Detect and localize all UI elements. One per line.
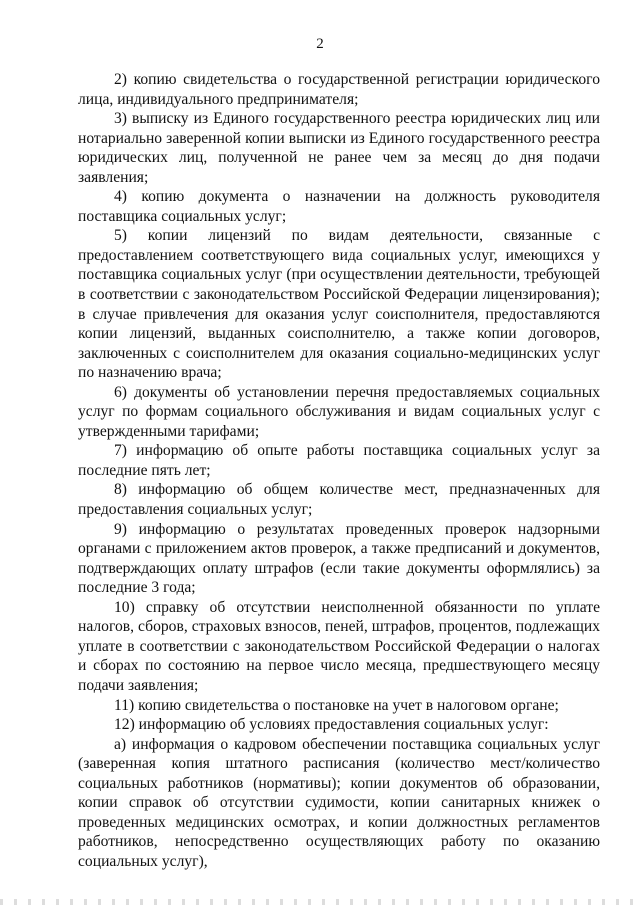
list-item: 2) копию свидетельства о государственной регистрации юридического лица, индивидуального предпринимателя;: [78, 71, 600, 108]
list-item: 12) информацию об условиях предоставления социальных услуг:: [114, 716, 549, 734]
list-item: 10) справку об отсутствии неисполненной обязанности по уплате налогов, сборов, страховых взносов, пеней, штрафов, процентов, подлежащих уплате в соответствии с законодательством Российской Федерации о налогах и сборах по состоянию на первое число месяца, предшествующего месяцу подачи заявления;: [78, 598, 600, 694]
page-number: 2: [316, 36, 324, 52]
list-item: 5) копии лицензий по видам деятельности, связанные с предоставлением соответствующего вида социальных услуг, имеющихся у поставщика социальных услуг (при осуществлении деятельности, требующей в соответствии с законодательством Российской Федерации лицензирования); в случае привлечения для оказания услуг соисполнителя, предоставляются копии лицензий, выданных соисполнителю, а также копии договоров, заключенных с соисполнителем для оказания социально-медицинских услуг по назначению врача;: [78, 227, 600, 382]
list-item: 11) копию свидетельства о постановке на учет в налоговом органе;: [114, 696, 559, 714]
scan-edge-artifact: [0, 899, 640, 905]
document-body: [78, 70, 600, 871]
list-item: 3) выписку из Единого государственного реестра юридических лиц или нотариально заверенной копии выписки из Единого государственного реестра юридических лиц, полученной не ранее чем за месяц до дня подачи заявления;: [78, 110, 600, 186]
list-item: 7) информацию об опыте работы поставщика социальных услуг за последние пять лет;: [78, 442, 600, 479]
list-item: 8) информацию об общем количестве мест, предназначенных для предоставления социальных услуг;: [78, 481, 600, 519]
list-item: 4) копию документа о назначении на должность руководителя поставщика социальных услуг;: [78, 188, 600, 225]
list-item: 6) документы об установлении перечня предоставляемых социальных услуг по формам социального обслуживания и видам социальных услуг с утвержденными тарифами;: [78, 383, 600, 440]
list-item: а) информация о кадровом обеспечении поставщика социальных услуг (заверенная копия штатного расписания (количество мест/количество социальных работников (нормативы); копии документов об образовании, копии справок об отсутствии судимости, копии санитарных книжек о проведенных медицинских осмотрах, и копии должностных регламентов работников, непосредственно осуществляющих работу по оказанию социальных услуг),: [78, 735, 600, 870]
list-item: 9) информацию о результатах проведенных проверок надзорными органами с приложением актов проверок, а также предписаний и документов, подтверждающих оплату штрафов (если такие документы оформлялись) за последние 3 года;: [78, 520, 600, 597]
